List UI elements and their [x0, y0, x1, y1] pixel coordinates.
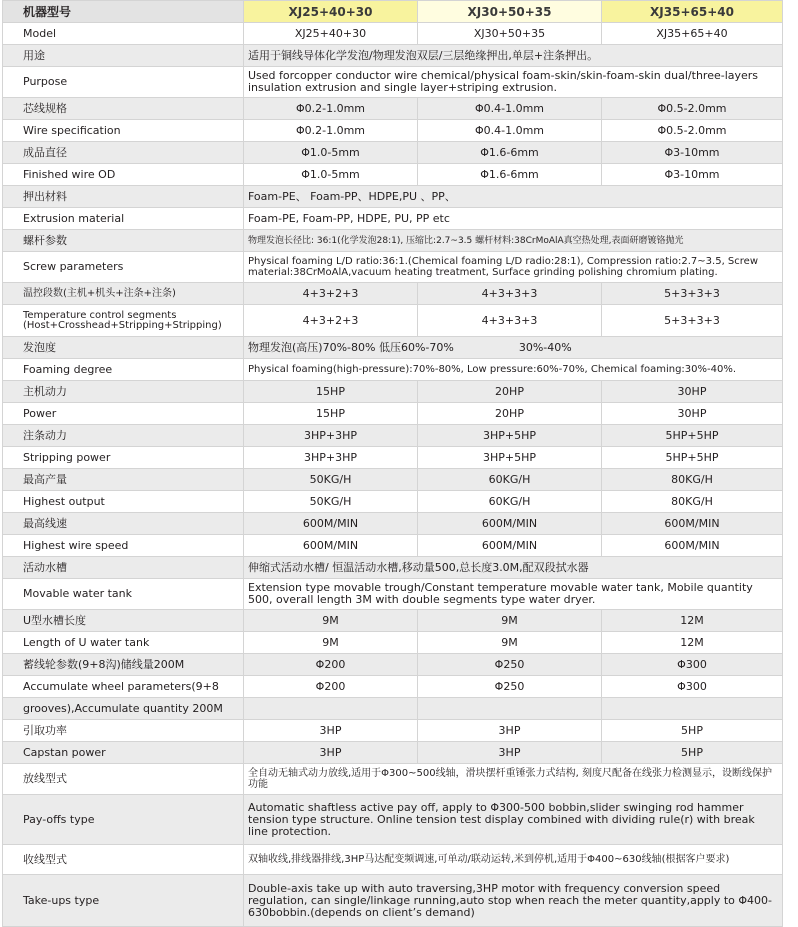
- row-speed-cn: [3, 513, 783, 535]
- cell-text: 伸缩式活动水槽/ 恒温活动水槽,移动量500,总长度3.0M,配双段拭水器: [244, 557, 783, 579]
- row-label: 发泡度: [3, 337, 244, 359]
- row-cap: [3, 742, 783, 764]
- cell-value-1: Φ1.0-5mm: [244, 142, 418, 164]
- row-power-cn: [3, 381, 783, 403]
- row-label: Take-ups type: [3, 875, 244, 927]
- row-wheel: [3, 676, 783, 698]
- row-label: 成品直径: [3, 142, 244, 164]
- cell-value-3: XJ35+65+40: [602, 23, 783, 45]
- row-wheel-cont: [3, 698, 783, 720]
- row-power: [3, 403, 783, 425]
- cell-value-2: Φ0.4-1.0mm: [418, 120, 602, 142]
- row-speed: [3, 535, 783, 557]
- row-label: Model: [3, 23, 244, 45]
- row-label: Stripping power: [3, 447, 244, 469]
- cell-value-2: 3HP+5HP: [418, 425, 602, 447]
- row-screw-cn: [3, 230, 783, 252]
- row-mat: [3, 208, 783, 230]
- cell-value-3: Φ300: [602, 676, 783, 698]
- cell-value-2: 60KG/H: [418, 469, 602, 491]
- cell-value-2: Φ1.6-6mm: [418, 164, 602, 186]
- row-label: 最高线速: [3, 513, 244, 535]
- foam-high-low-text: 物理发泡(高压)70%-80% 低压60%-70%: [248, 340, 454, 354]
- cell-value-2: 600M/MIN: [418, 535, 602, 557]
- cell-value-1: 3HP+3HP: [244, 447, 418, 469]
- cell-value-3: 30HP: [602, 403, 783, 425]
- row-label: 主机动力: [3, 381, 244, 403]
- foam-chemical-text: 30%-40%: [518, 340, 572, 354]
- row-utank: [3, 632, 783, 654]
- row-purpose: [3, 67, 783, 98]
- cell-value-1: XJ25+40+30: [244, 23, 418, 45]
- row-pay-cn: [3, 764, 783, 795]
- spec-table: [2, 0, 783, 927]
- row-label: Pay-offs type: [3, 795, 244, 845]
- cell-value-1: 50KG/H: [244, 469, 418, 491]
- cell-text: 双轴收线,排线器排线,3HP马达配变频调速,可单动/联动运转,米到停机,适用于Φ400~630线轴(根据客户要求): [244, 845, 783, 875]
- row-out: [3, 491, 783, 513]
- cell-value-1: 15HP: [244, 403, 418, 425]
- cell-value-3: 5HP: [602, 742, 783, 764]
- row-od-cn: [3, 142, 783, 164]
- cell-value-1: 3HP: [244, 720, 418, 742]
- model-header-3: XJ35+65+40: [602, 1, 783, 23]
- cell-value-1: 4+3+2+3: [244, 283, 418, 305]
- cell-value-2: 3HP: [418, 742, 602, 764]
- cell-value-3: 80KG/H: [602, 469, 783, 491]
- row-utank-cn: [3, 610, 783, 632]
- row-tank: [3, 579, 783, 610]
- cell-value-2: 9M: [418, 632, 602, 654]
- cell-value-2: 3HP+5HP: [418, 447, 602, 469]
- cell-text: 物理发泡长径比: 36:1(化学发泡28:1), 压缩比:2.7~3.5 螺杆材料:38CrMoAlA真空热处理,表面研磨镀铬抛光: [244, 230, 783, 252]
- cell-value-1: 600M/MIN: [244, 513, 418, 535]
- row-label: 芯线规格: [3, 98, 244, 120]
- row-label: 收线型式: [3, 845, 244, 875]
- row-label: Purpose: [3, 67, 244, 98]
- row-mat-cn: [3, 186, 783, 208]
- cell-value-2: 20HP: [418, 403, 602, 425]
- row-take: [3, 875, 783, 927]
- row-label: U型水槽长度: [3, 610, 244, 632]
- row-od: [3, 164, 783, 186]
- row-label: 引取功率: [3, 720, 244, 742]
- cell-value-1: Φ0.2-1.0mm: [244, 120, 418, 142]
- row-label: Power: [3, 403, 244, 425]
- row-pay: [3, 795, 783, 845]
- row-wire-spec: [3, 120, 783, 142]
- row-foam: [3, 359, 783, 381]
- row-label: 蓄线轮参数(9+8沟)储线量200M: [3, 654, 244, 676]
- row-strip-cn: [3, 425, 783, 447]
- row-label: 注条动力: [3, 425, 244, 447]
- cell-value-2: 600M/MIN: [418, 513, 602, 535]
- row-label: 最高产量: [3, 469, 244, 491]
- cell-value-1: Φ1.0-5mm: [244, 164, 418, 186]
- cell-text: 全自动无轴式动力放线,适用于Φ300~500线轴，滑块摆杆重锤张力式结构, 刻度尺配备在线张力检测显示，设断线保护功能: [244, 764, 783, 795]
- row-label: Extrusion material: [3, 208, 244, 230]
- cell-value-3: 12M: [602, 610, 783, 632]
- row-label: Movable water tank: [3, 579, 244, 610]
- cell-value-3: 5+3+3+3: [602, 305, 783, 337]
- row-label: 活动水槽: [3, 557, 244, 579]
- row-label: 螺杆参数: [3, 230, 244, 252]
- row-label-line-2: (Host+Crosshead+Stripping+Stripping): [23, 319, 222, 331]
- cell-value-3: Φ0.5-2.0mm: [602, 98, 783, 120]
- cell-value-2: 3HP: [418, 720, 602, 742]
- row-label: 放线型式: [3, 764, 244, 795]
- cell-value-1: 3HP+3HP: [244, 425, 418, 447]
- cell-value-2: XJ30+50+35: [418, 23, 602, 45]
- cell-value-1: 4+3+2+3: [244, 305, 418, 337]
- row-screw: [3, 252, 783, 283]
- cell-value-3: 600M/MIN: [602, 535, 783, 557]
- cell-value-2: 60KG/H: [418, 491, 602, 513]
- row-temp-cn: [3, 283, 783, 305]
- cell-value-3: Φ0.5-2.0mm: [602, 120, 783, 142]
- row-label: 温控段数(主机+机头+注条+注条): [3, 283, 244, 305]
- row-label: Screw parameters: [3, 252, 244, 283]
- row-use-cn: [3, 45, 783, 67]
- cell-text: Physical foaming L/D ratio:36:1.(Chemical foaming L/D radio:28:1), Compression ratio:2.7~3.5, Screw material:38CrMoAlA,vacuum heating treatment, Surface grinding polishing chromium plating.: [244, 252, 783, 283]
- cell-value-1: 600M/MIN: [244, 535, 418, 557]
- cell-empty: [602, 698, 783, 720]
- cell-value-3: Φ3-10mm: [602, 142, 783, 164]
- cell-value-2: Φ1.6-6mm: [418, 142, 602, 164]
- row-label-cont: grooves),Accumulate quantity 200M: [3, 698, 244, 720]
- cell-value-1: 3HP: [244, 742, 418, 764]
- row-label-line-1: Temperature control segments: [23, 309, 177, 321]
- row-strip: [3, 447, 783, 469]
- row-label: Foaming degree: [3, 359, 244, 381]
- cell-value-3: 30HP: [602, 381, 783, 403]
- cell-value-3: Φ300: [602, 654, 783, 676]
- cell-text: Physical foaming(high-pressure):70%-80%, Low pressure:60%-70%, Chemical foaming:30%-40%.: [244, 359, 783, 381]
- row-label: Highest wire speed: [3, 535, 244, 557]
- row-model: [3, 23, 783, 45]
- cell-text: Automatic shaftless active pay off, apply to Φ300-500 bobbin,slider swinging rod hammer tension type structure. Online tension test display combined with dividing rule(r) with break line protection.: [244, 795, 783, 845]
- row-take-cn: [3, 845, 783, 875]
- row-wheel-cn: [3, 654, 783, 676]
- cell-value-2: 4+3+3+3: [418, 305, 602, 337]
- cell-value-3: 80KG/H: [602, 491, 783, 513]
- cell-value-3: Φ3-10mm: [602, 164, 783, 186]
- cell-value-3: 5HP+5HP: [602, 425, 783, 447]
- cell-text: Foam-PE、 Foam-PP、HDPE,PU 、PP、: [244, 186, 783, 208]
- cell-value-2: Φ250: [418, 676, 602, 698]
- row-label: Finished wire OD: [3, 164, 244, 186]
- cell-value-1: Φ0.2-1.0mm: [244, 98, 418, 120]
- row-label: [3, 305, 244, 337]
- row-out-cn: [3, 469, 783, 491]
- row-label: Capstan power: [3, 742, 244, 764]
- row-temp: [3, 305, 783, 337]
- cell-value-1: Φ200: [244, 654, 418, 676]
- cell-value-2: 9M: [418, 610, 602, 632]
- model-header-1: XJ25+40+30: [244, 1, 418, 23]
- cell-empty: [418, 698, 602, 720]
- cell-value-3: 5+3+3+3: [602, 283, 783, 305]
- cell-value-3: 12M: [602, 632, 783, 654]
- cell-text: Foam-PE, Foam-PP, HDPE, PU, PP etc: [244, 208, 783, 230]
- row-core-cn: [3, 98, 783, 120]
- row-label: Highest output: [3, 491, 244, 513]
- cell-value-2: 4+3+3+3: [418, 283, 602, 305]
- cell-value-3: 600M/MIN: [602, 513, 783, 535]
- cell-value-3: 5HP: [602, 720, 783, 742]
- cell-value-1: Φ200: [244, 676, 418, 698]
- cell-value-2: Φ250: [418, 654, 602, 676]
- cell-value-2: Φ0.4-1.0mm: [418, 98, 602, 120]
- row-label: 押出材料: [3, 186, 244, 208]
- row-label: Wire specification: [3, 120, 244, 142]
- model-header-2: XJ30+50+35: [418, 1, 602, 23]
- row-label: 用途: [3, 45, 244, 67]
- cell-value-2: 20HP: [418, 381, 602, 403]
- cell-empty: [244, 698, 418, 720]
- header-row: [3, 1, 783, 23]
- cell-text: [244, 337, 783, 359]
- cell-text: Used forcopper conductor wire chemical/physical foam-skin/skin-foam-skin dual/three-layers insulation extrusion and single layer+striping extrusion.: [244, 67, 783, 98]
- row-label: Length of U water tank: [3, 632, 244, 654]
- cell-value-1: 9M: [244, 610, 418, 632]
- cell-value-3: 5HP+5HP: [602, 447, 783, 469]
- cell-value-1: 50KG/H: [244, 491, 418, 513]
- row-foam-cn: [3, 337, 783, 359]
- cell-text: Double-axis take up with auto traversing,3HP motor with frequency conversion speed regulation, can single/linkage running,auto stop when reach the meter quantity,apply to Φ400-630bobbin.(depends on client’s demand): [244, 875, 783, 927]
- row-cap-cn: [3, 720, 783, 742]
- row-tank-cn: [3, 557, 783, 579]
- cell-value-1: 15HP: [244, 381, 418, 403]
- row-label: Accumulate wheel parameters(9+8: [3, 676, 244, 698]
- cell-text: Extension type movable trough/Constant temperature movable water tank, Mobile quantity 500, overall length 3M with double segments type water dryer.: [244, 579, 783, 610]
- cell-text: 适用于铜线导体化学发泡/物理发泡双层/三层绝缘押出,单层+注条押出。: [244, 45, 783, 67]
- header-label: 机器型号: [3, 1, 244, 23]
- cell-value-1: 9M: [244, 632, 418, 654]
